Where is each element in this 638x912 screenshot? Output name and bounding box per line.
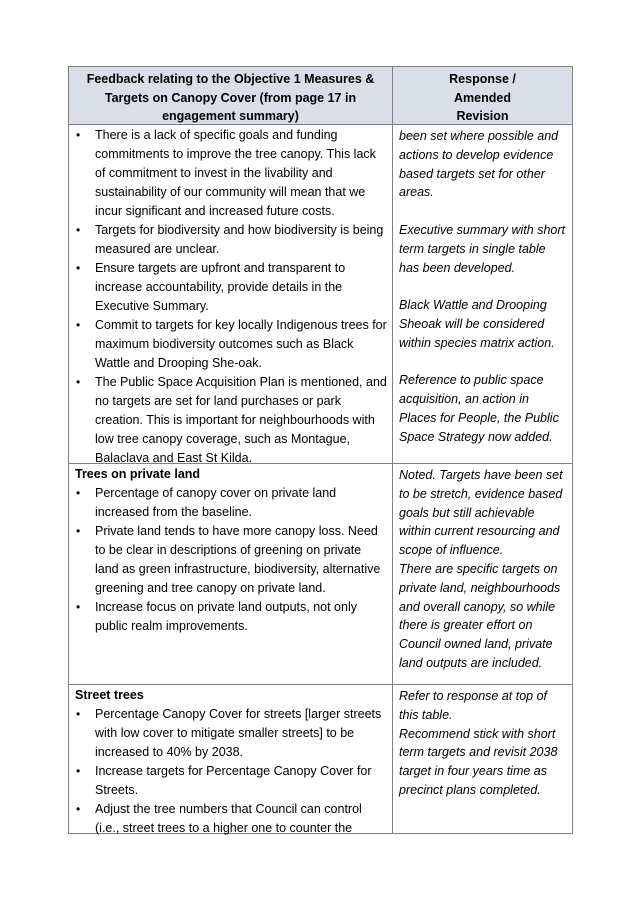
response-cell <box>393 125 572 463</box>
response-paragraph: Recommend stick with short term targets and revisit 2038 target in four years time as precinct plans completed. <box>399 726 558 797</box>
response-paragraph: Reference to public space acquisition, an action in Places for People, the Public Space Strategy now added. <box>399 373 559 444</box>
list-item: • Targets for biodiversity and how biodiversity is being measured are unclear. <box>76 223 384 256</box>
feedback-table <box>68 66 573 834</box>
list-item: • Increase focus on private land outputs, not only public realm improvements. <box>76 600 357 633</box>
list-item: • Commit to targets for key locally Indigenous trees for maximum biodiversity outcomes such as Black Wattle and Drooping She-oak. <box>76 318 387 370</box>
feedback-cell <box>69 464 393 684</box>
list-item: • The Public Space Acquisition Plan is mentioned, and no targets are set for land purchases or park creation. This is important for neighbourhoods with low tree canopy coverage, such as Montague, Balaclava and East St Kilda. <box>76 375 387 465</box>
table-row <box>69 464 572 685</box>
response-paragraph: Noted. Targets have been set to be stretch, evidence based goals but still achievable within current resourcing and scope of influence. <box>399 468 563 558</box>
list-item: • Percentage of canopy cover on private land increased from the baseline. <box>76 486 337 519</box>
list-item: • Private land tends to have more canopy loss. Need to be clear in descriptions of greening on private land as green infrastructure, biodiversity, alternative greening and tree canopy on private land. <box>76 524 381 595</box>
header-response-label: Response / Amended Revision <box>449 72 516 123</box>
feedback-cell <box>69 685 393 833</box>
header-feedback-label: Feedback relating to the Objective 1 Measures & Targets on Canopy Cover (from page 17 in engagement summary) <box>86 72 375 123</box>
feedback-list <box>69 484 392 636</box>
feedback-list <box>69 126 392 468</box>
table-row <box>69 685 572 833</box>
response-paragraph: Refer to response at top of this table. <box>399 689 548 722</box>
section-title: Street trees <box>75 688 144 702</box>
response-paragraph: Black Wattle and Drooping Sheoak will be considered within species matrix action. <box>399 298 555 350</box>
table-header-row <box>69 67 572 125</box>
list-item: • Ensure targets are upfront and transparent to increase accountability, provide details in the Executive Summary. <box>76 261 346 313</box>
response-paragraph: been set where possible and actions to develop evidence based targets set for other areas. <box>399 129 559 200</box>
feedback-list <box>69 705 392 838</box>
list-item: • Adjust the tree numbers that Council can control (i.e., street trees to a higher one to counter the <box>76 802 362 835</box>
table-row <box>69 125 572 464</box>
header-response-cell <box>393 67 572 124</box>
response-cell <box>393 464 572 684</box>
response-paragraph: Executive summary with short term targets in single table has been developed. <box>399 222 566 275</box>
feedback-cell <box>69 125 393 463</box>
list-item: • Increase targets for Percentage Canopy Cover for Streets. <box>76 764 372 797</box>
list-item: • Percentage Canopy Cover for streets [larger streets with low cover to mitigate smaller streets] to be increased to 40% by 2038. <box>76 707 382 759</box>
section-title: Trees on private land <box>75 467 201 481</box>
header-feedback-cell <box>69 67 393 124</box>
response-cell <box>393 685 572 833</box>
response-paragraph: There are specific targets on private land, neighbourhoods and overall canopy, so while there is greater effort on Council owned land, private land outputs are included. <box>399 561 561 670</box>
list-item: • There is a lack of specific goals and funding commitments to improve the tree canopy. This lack of commitment to invest in the livability and sustainability of our community will mean that we incur significant and increased future costs. <box>76 128 376 218</box>
